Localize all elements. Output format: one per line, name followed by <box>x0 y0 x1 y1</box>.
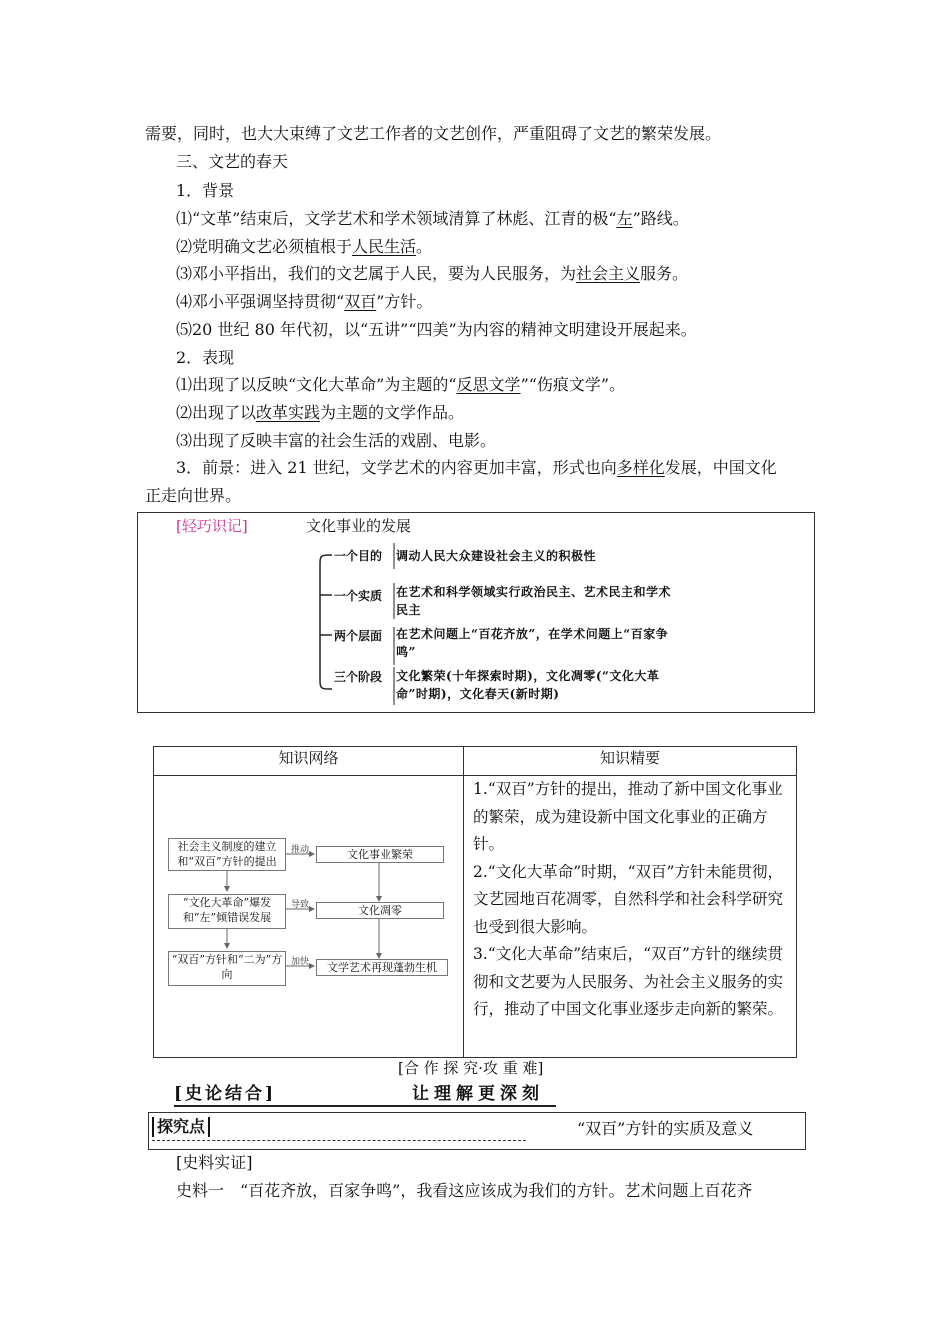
subheading-performance: 2．表现 <box>176 348 235 367</box>
tree-description: 在艺术问题上“百花齐放”，在学术问题上“百家争鸣” <box>396 627 669 659</box>
cooperate-heading: [合 作 探 究·攻 重 难] <box>398 1059 544 1077</box>
dashed-divider <box>152 1140 526 1141</box>
tree-label: 三个阶段 <box>334 670 383 684</box>
tree-label: 一个实质 <box>334 589 383 603</box>
memory-title: 文化事业的发展 <box>306 517 412 535</box>
tree-label: 两个层面 <box>334 629 383 643</box>
banner-right: 让理解更深刻 <box>412 1084 544 1104</box>
knowledge-network-header: 知识网络 <box>154 747 464 776</box>
tree-label: 一个目的 <box>334 549 383 563</box>
tree-description: 在艺术和科学领域实行政治民主、艺术民主和学术民主 <box>396 585 672 617</box>
background-item: ⑶邓小平指出，我们的文艺属于人民，要为人民服务，为社会主义服务。 <box>176 264 689 283</box>
flow-box: “文化大革命”爆发和“左”倾错误发展 <box>168 894 286 929</box>
knowledge-network-cell <box>154 776 464 1058</box>
memory-box <box>137 512 815 713</box>
explore-point <box>148 1112 806 1150</box>
section-heading: 三、文艺的春天 <box>176 152 289 171</box>
knowledge-essence-cell <box>464 776 797 1058</box>
flow-box: 社会主义制度的建立和“双百”方针的提出 <box>168 838 286 871</box>
background-item: ⑵党明确文艺必须植根于人民生活。 <box>176 237 433 256</box>
tree-description: 调动人民大众建设社会主义的积极性 <box>396 549 597 563</box>
flow-box: 文化事业繁荣 <box>316 846 444 863</box>
knowledge-essence-header: 知识精要 <box>464 747 797 776</box>
flow-box: 文化凋零 <box>316 902 444 919</box>
performance-item: ⑴出现了以反映“文化大革命”为主题的“反思文学”“伤痕文学”。 <box>176 375 626 394</box>
evidence-tag: [史料实证] <box>176 1153 253 1172</box>
flow-box: 文学艺术再现蓬勃生机 <box>316 959 448 976</box>
flow-box: “双百”方针和“二为”方向 <box>168 951 286 986</box>
prospect-line: 3．前景：进入 21 世纪，文学艺术的内容更加丰富，形式也向多样化发展，中国文化 <box>176 458 777 477</box>
knowledge-table <box>153 746 797 1058</box>
arrow-label: 导致 <box>291 900 310 910</box>
background-item: ⑴“文革”结束后，文学艺术和学术领域清算了林彪、江青的极“左”路线。 <box>176 209 689 228</box>
performance-item: ⑶出现了反映丰富的社会生活的戏剧、电影。 <box>176 431 497 450</box>
essence-point: 3.“文化大革命”结束后，“双百”方针的继续贯彻和文艺要为人民服务、为社会主义服务的实行，推动了中国文化事业逐步走向新的繁荣。 <box>473 945 784 1018</box>
performance-item: ⑵出现了以改革实践为主题的文学作品。 <box>176 403 465 422</box>
explore-tag-frame <box>152 1117 210 1137</box>
arrow-label: 加快 <box>291 957 310 967</box>
subheading-background: 1．背景 <box>176 181 235 200</box>
explore-title: “双百”方针的实质及意义 <box>577 1119 754 1138</box>
material-line: 史料一 “百花齐放，百家争鸣”，我看这应该成为我们的方针。艺术问题上百花齐 <box>176 1181 753 1200</box>
banner <box>174 1085 556 1107</box>
background-item: ⑷邓小平强调坚持贯彻“双百”方针。 <box>176 292 433 311</box>
flow-diagram <box>154 776 463 1057</box>
tree-description: 文化繁荣(十年探索时期)，文化凋零(“文化大革命”时期)，文化春天(新时期) <box>396 669 660 701</box>
explore-tag: 探究点 <box>157 1117 206 1136</box>
memory-tag: [轻巧识记] <box>176 517 248 535</box>
body-line: 需要，同时，也大大束缚了文艺工作者的文艺创作，严重阻碍了文艺的繁荣发展。 <box>145 124 722 143</box>
arrow-label: 推动 <box>291 845 310 855</box>
prospect-line-cont: 正走向世界。 <box>145 486 242 505</box>
essence-point: 2.“文化大革命”时期，“双百”方针未能贯彻，文艺园地百花凋零，自然科学和社会科学研究也受到很大影响。 <box>473 862 784 936</box>
essence-point: 1.“双百”方针的提出，推动了新中国文化事业的繁荣，成为建设新中国文化事业的正确方针。 <box>473 780 783 853</box>
background-item: ⑸20 世纪 80 年代初，以“五讲”“四美”为内容的精神文明建设开展起来。 <box>176 320 697 339</box>
banner-left: [史论结合] <box>174 1084 277 1104</box>
